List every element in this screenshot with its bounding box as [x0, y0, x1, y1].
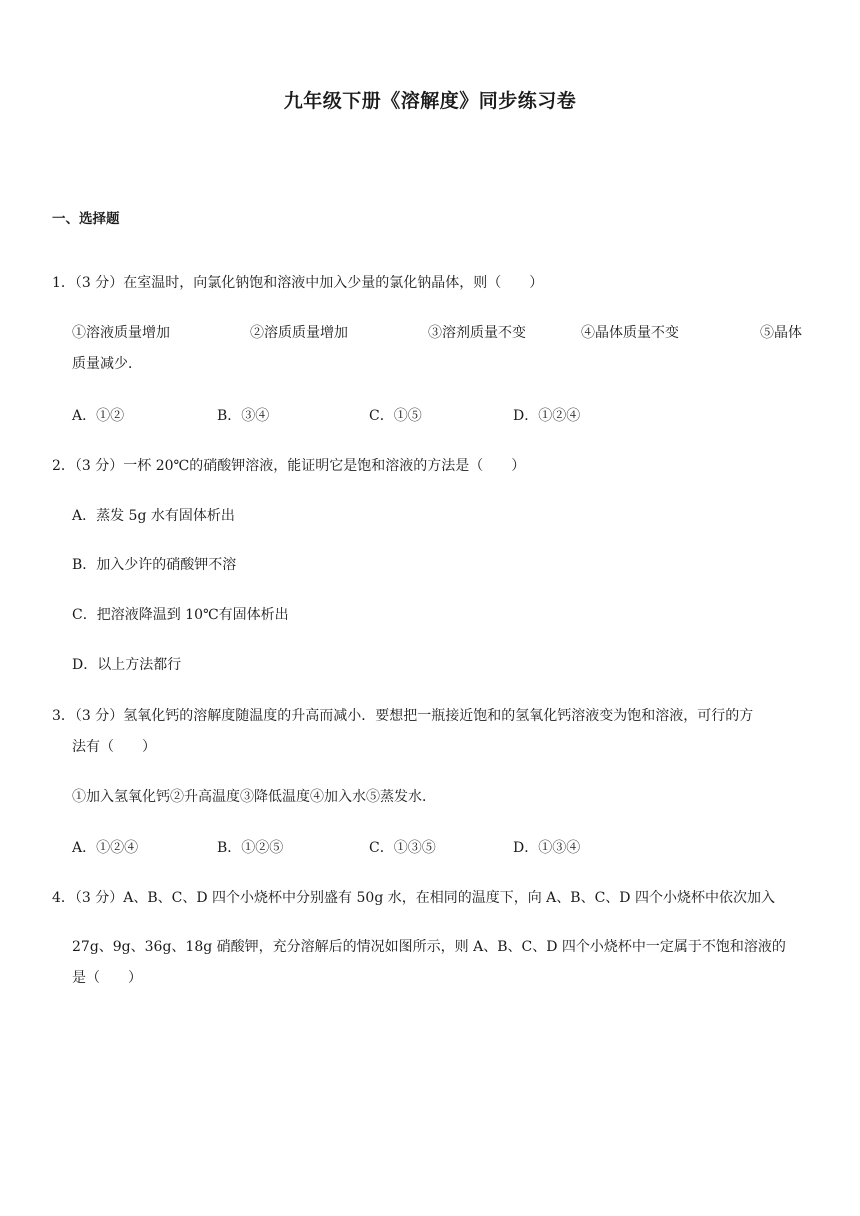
question-3-stem-cont: 法有（ ） — [72, 739, 156, 755]
question-1-statements-cont: 质量减少． — [72, 356, 142, 372]
question-2-stem: 2．（3 分）一杯 20℃的硝酸钾溶液，能证明它是饱和溶液的方法是（ ） — [52, 458, 526, 474]
question-3-stem: 3．（3 分）氢氧化钙的溶解度随温度的升高而减小．要想把一瓶接近饱和的氢氧化钙溶液变为饱和溶液，可行的方 — [52, 708, 754, 724]
question-4-stem-cont-2: 是（ ） — [72, 970, 142, 986]
question-3-statements: ①加入氢氧化钙②升高温度③降低温度④加入水⑤蒸发水． — [72, 789, 436, 805]
question-1-statements — [72, 323, 812, 343]
q1-option-d: D．①②④ — [513, 408, 581, 424]
q1-statement-2: ②溶质质量增加 — [250, 325, 348, 341]
q3-option-d: D．①③④ — [513, 840, 581, 856]
q2-option-d: D．以上方法都行 — [72, 657, 182, 673]
q3-option-b: B．①②⑤ — [217, 840, 284, 856]
q1-statement-3: ③溶剂质量不变 — [428, 325, 526, 341]
q2-option-a: A．蒸发 5g 水有固体析出 — [72, 508, 235, 524]
section-heading: 一、选择题 — [52, 211, 120, 227]
question-3-options — [72, 838, 632, 858]
q1-statement-1: ①溶液质量增加 — [72, 325, 170, 341]
question-4-stem: 4．（3 分）A、B、C、D 四个小烧杯中分别盛有 50g 水，在相同的温度下，向 A、B、C、D 四个小烧杯中依次加入 — [52, 890, 775, 906]
page-title: 九年级下册《溶解度》同步练习卷 — [283, 90, 577, 112]
q2-option-b: B．加入少许的硝酸钾不溶 — [72, 557, 237, 573]
q3-option-c: C．①③⑤ — [369, 840, 436, 856]
q1-statement-4: ④晶体质量不变 — [581, 325, 679, 341]
question-1-options — [72, 406, 632, 426]
q1-statement-5: ⑤晶体 — [760, 325, 802, 341]
q2-option-c: C．把溶液降温到 10℃有固体析出 — [72, 607, 289, 623]
q1-option-b: B．③④ — [217, 408, 270, 424]
q1-option-c: C．①⑤ — [369, 408, 422, 424]
question-1-stem: 1．（3 分）在室温时，向氯化钠饱和溶液中加入少量的氯化钠晶体，则（ ） — [52, 275, 544, 291]
question-4-stem-cont-1: 27g、9g、36g、18g 硝酸钾，充分溶解后的情况如图所示，则 A、B、C、D 四个小烧杯中一定属于不饱和溶液的 — [72, 939, 786, 955]
q3-option-a: A．①②④ — [72, 840, 139, 856]
q1-option-a: A．①② — [72, 408, 125, 424]
